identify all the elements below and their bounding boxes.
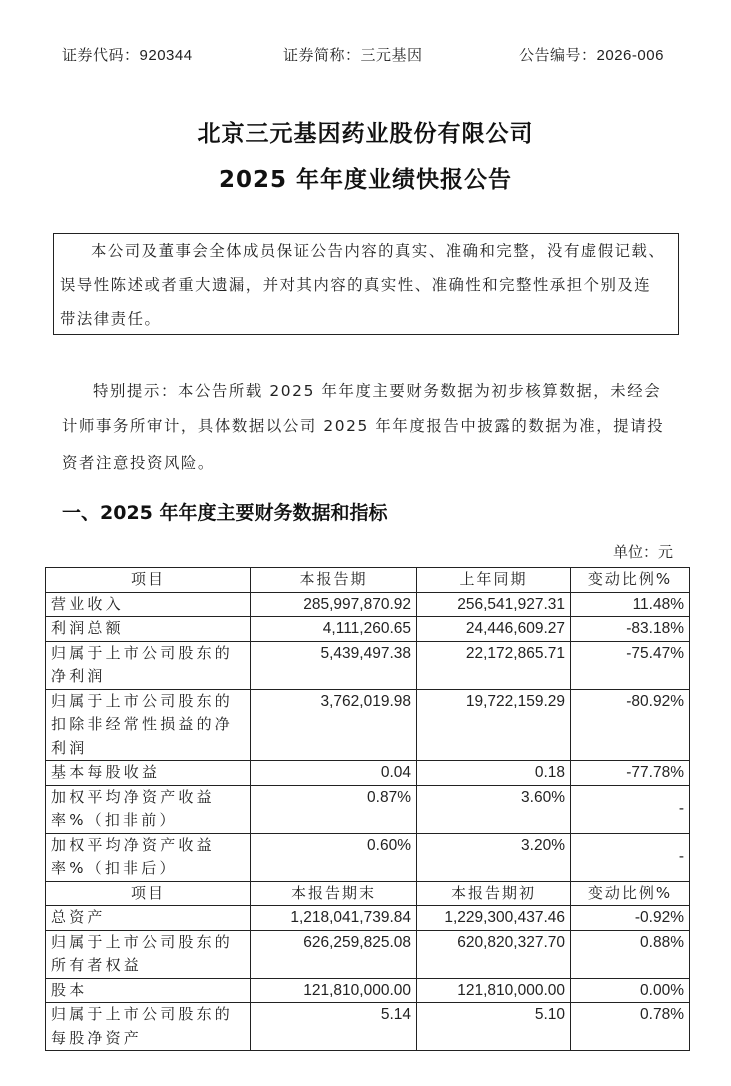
- row-current: 1,218,041,739.84: [251, 906, 417, 931]
- table-row: [46, 689, 690, 761]
- row-change: 0.88%: [571, 930, 690, 978]
- table-row: [46, 761, 690, 786]
- notice-line: 特别提示：本公告所载 2025 年年度主要财务数据为初步核算数据，未经会: [93, 382, 662, 400]
- notice-line: 计师事务所审计，具体数据以公司 2025 年年度报告中披露的数据为准，提请投: [62, 417, 665, 435]
- row-item: 归属于上市公司股东的每股净资产: [46, 1003, 251, 1051]
- statement-line: 本公司及董事会全体成员保证公告内容的真实、准确和完整，没有虚假记载、: [91, 242, 666, 260]
- row-change: 11.48%: [571, 592, 690, 617]
- notice-number-label: 公告编号：: [519, 46, 597, 64]
- statement-line: 带法律责任。: [60, 310, 162, 328]
- header-cell: 项目: [46, 568, 251, 593]
- row-prior: 3.20%: [417, 833, 571, 881]
- table-row: [46, 592, 690, 617]
- row-change: -80.92%: [571, 689, 690, 761]
- row-prior: 256,541,927.31: [417, 592, 571, 617]
- row-prior: 22,172,865.71: [417, 641, 571, 689]
- row-item: 总资产: [46, 906, 251, 931]
- row-prior: 19,722,159.29: [417, 689, 571, 761]
- row-change: -0.92%: [571, 906, 690, 931]
- row-prior: 3.60%: [417, 785, 571, 833]
- row-item: 基本每股收益: [46, 761, 251, 786]
- statement-box: [53, 233, 679, 335]
- row-current: 3,762,019.98: [251, 689, 417, 761]
- row-item: 归属于上市公司股东的扣除非经常性损益的净利润: [46, 689, 251, 761]
- row-current: 0.04: [251, 761, 417, 786]
- notice-number-value: 2026-006: [596, 47, 664, 64]
- company-title: 北京三元基因药业股份有限公司: [197, 121, 534, 147]
- row-item: 归属于上市公司股东的净利润: [46, 641, 251, 689]
- statement-line: 误导性陈述或者重大遗漏，并对其内容的真实性、准确性和完整性承担个别及连: [60, 276, 652, 294]
- row-current: 0.87%: [251, 785, 417, 833]
- table-row: [46, 617, 690, 642]
- header-cell: 项目: [46, 881, 251, 906]
- row-current: 285,997,870.92: [251, 592, 417, 617]
- table-row: [46, 833, 690, 881]
- stock-code-label: 证券代码：: [62, 46, 140, 64]
- row-prior: 5.10: [417, 1003, 571, 1051]
- notice-number: [519, 44, 664, 65]
- table-row: [46, 978, 690, 1003]
- header-cell: 变动比例%: [571, 881, 690, 906]
- row-change: 0.00%: [571, 978, 690, 1003]
- row-item: 营业收入: [46, 592, 251, 617]
- table-header-row: [46, 881, 690, 906]
- row-item: 利润总额: [46, 617, 251, 642]
- header-cell: 本报告期末: [251, 881, 417, 906]
- unit-label: 单位：元: [612, 543, 673, 561]
- financial-data-table: [45, 567, 690, 1051]
- table-row: [46, 930, 690, 978]
- row-change: -83.18%: [571, 617, 690, 642]
- row-item: 加权平均净资产收益率%（扣非前）: [46, 785, 251, 833]
- notice-line: 资者注意投资风险。: [62, 454, 215, 472]
- stock-code: [62, 44, 193, 65]
- row-change: -: [571, 833, 690, 881]
- row-current: 0.60%: [251, 833, 417, 881]
- header-cell: 变动比例%: [571, 568, 690, 593]
- table-header-row: [46, 568, 690, 593]
- stock-abbreviation-value: 三元基因: [360, 46, 423, 64]
- row-prior: 24,446,609.27: [417, 617, 571, 642]
- row-current: 5.14: [251, 1003, 417, 1051]
- row-item: 股本: [46, 978, 251, 1003]
- row-change: -: [571, 785, 690, 833]
- row-prior: 0.18: [417, 761, 571, 786]
- header-cell: 本报告期初: [417, 881, 571, 906]
- row-current: 4,111,260.65: [251, 617, 417, 642]
- row-prior: 121,810,000.00: [417, 978, 571, 1003]
- row-current: 626,259,825.08: [251, 930, 417, 978]
- row-prior: 1,229,300,437.46: [417, 906, 571, 931]
- row-change: -75.47%: [571, 641, 690, 689]
- row-current: 5,439,497.38: [251, 641, 417, 689]
- report-title: 2025 年年度业绩快报公告: [218, 167, 513, 193]
- stock-abbreviation: [283, 44, 423, 65]
- table-row: [46, 1003, 690, 1051]
- header-cell: 上年同期: [417, 568, 571, 593]
- table-row: [46, 641, 690, 689]
- table-row: [46, 785, 690, 833]
- row-current: 121,810,000.00: [251, 978, 417, 1003]
- header-cell: 本报告期: [251, 568, 417, 593]
- section-heading: 一、2025 年年度主要财务数据和指标: [62, 502, 388, 524]
- row-change: -77.78%: [571, 761, 690, 786]
- stock-abbreviation-label: 证券简称：: [283, 46, 361, 64]
- stock-code-value: 920344: [139, 47, 193, 64]
- row-prior: 620,820,327.70: [417, 930, 571, 978]
- table-row: [46, 906, 690, 931]
- row-item: 归属于上市公司股东的所有者权益: [46, 930, 251, 978]
- row-change: 0.78%: [571, 1003, 690, 1051]
- row-item: 加权平均净资产收益率%（扣非后）: [46, 833, 251, 881]
